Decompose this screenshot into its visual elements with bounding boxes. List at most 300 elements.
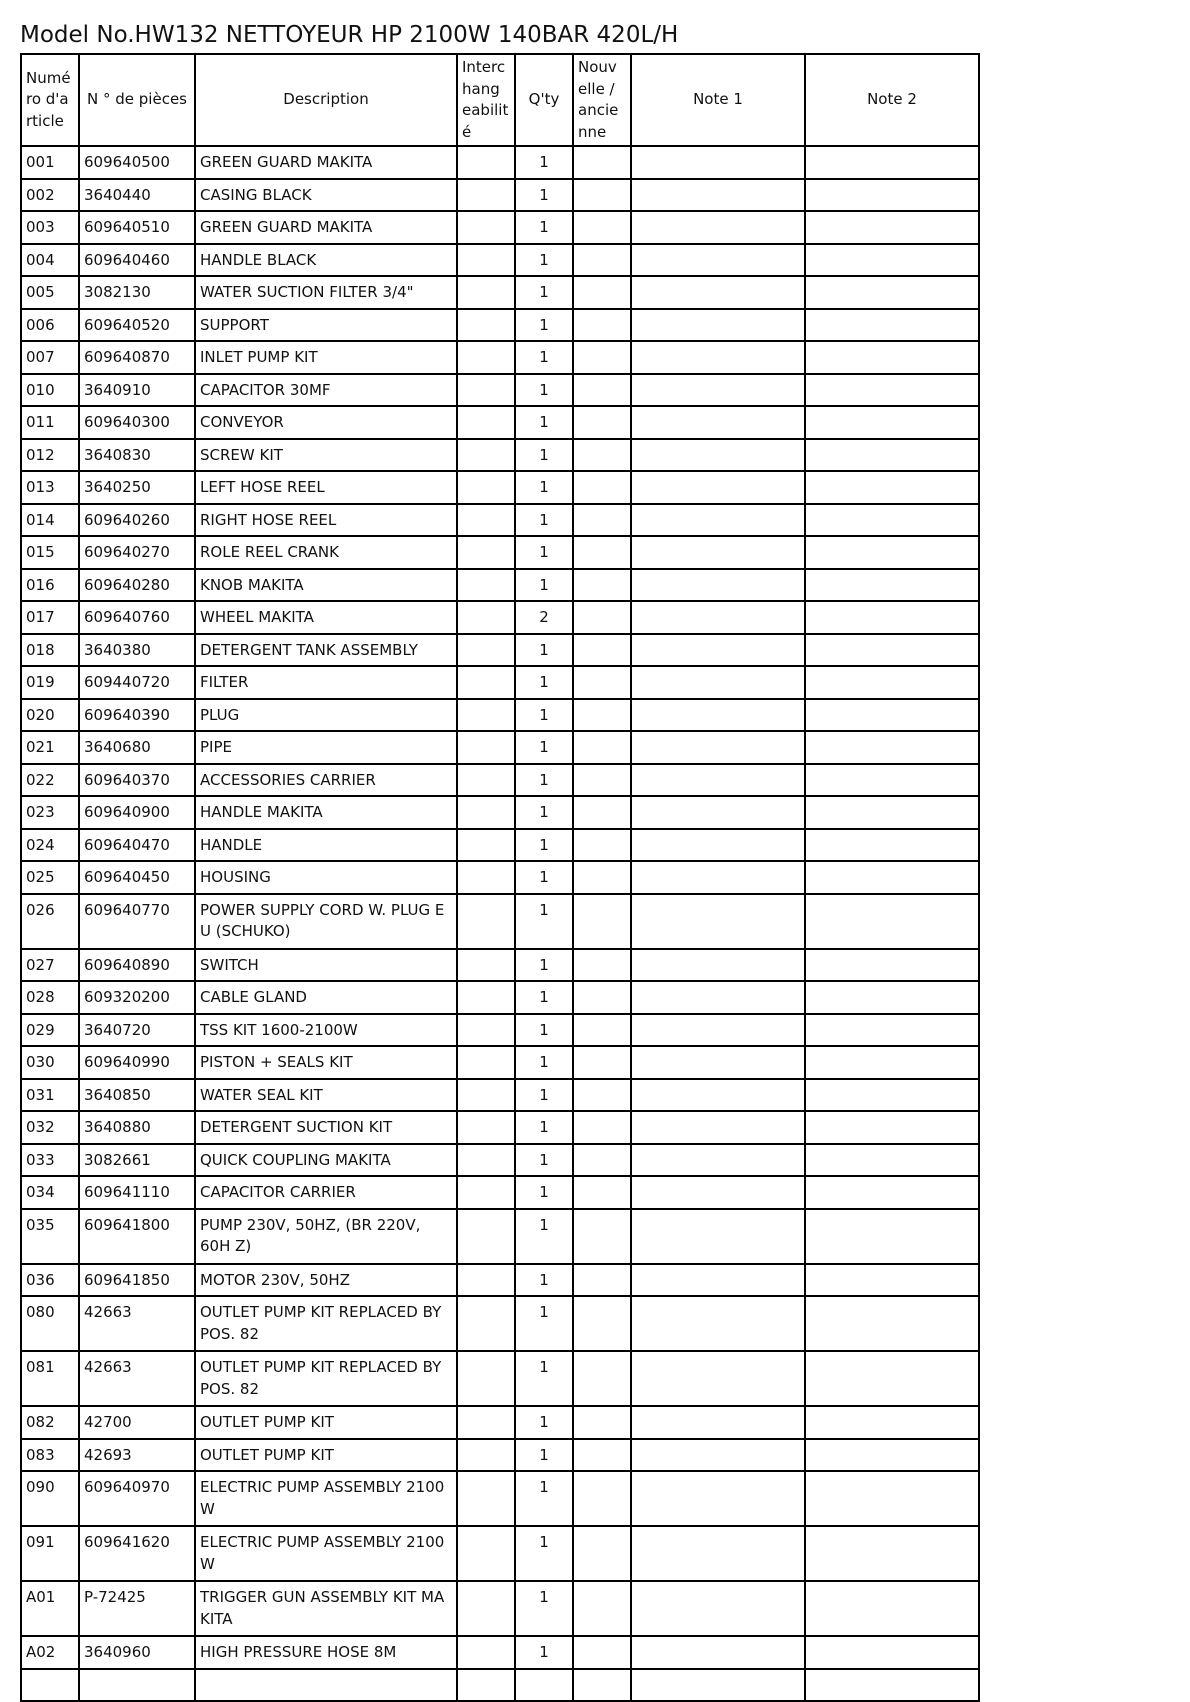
description-cell — [195, 1669, 457, 1701]
new-old-cell — [573, 1406, 631, 1439]
quantity-cell: 1 — [515, 1471, 573, 1526]
note-2-cell — [805, 1581, 979, 1636]
note-1-cell — [631, 1439, 805, 1472]
table-row — [21, 1264, 979, 1297]
note-1-cell — [631, 569, 805, 602]
item-number-cell: 020 — [21, 699, 79, 732]
note-2-cell — [805, 1296, 979, 1351]
note-2-cell — [805, 309, 979, 342]
quantity-cell: 1 — [515, 1176, 573, 1209]
interchangeability-cell — [457, 1264, 515, 1297]
document-title: Model No.HW132 NETTOYEUR HP 2100W 140BAR 420L/H — [20, 22, 679, 48]
part-number-cell: 3640720 — [79, 1014, 195, 1047]
table-row — [21, 569, 979, 602]
new-old-cell — [573, 981, 631, 1014]
table-row — [21, 309, 979, 342]
note-2-cell — [805, 1351, 979, 1406]
new-old-cell — [573, 406, 631, 439]
item-number-cell: 012 — [21, 439, 79, 472]
interchangeability-cell — [457, 1296, 515, 1351]
part-number-cell: 42700 — [79, 1406, 195, 1439]
item-number-cell: 080 — [21, 1296, 79, 1351]
quantity-cell: 1 — [515, 981, 573, 1014]
table-row — [21, 211, 979, 244]
item-number-cell: 015 — [21, 536, 79, 569]
table-row — [21, 1046, 979, 1079]
table-row — [21, 1439, 979, 1472]
description-cell: SCREW KIT — [195, 439, 457, 472]
description-cell: DETERGENT SUCTION KIT — [195, 1111, 457, 1144]
interchangeability-cell — [457, 1351, 515, 1406]
header-note-1: Note 1 — [631, 54, 805, 146]
note-2-cell — [805, 1111, 979, 1144]
description-cell: HIGH PRESSURE HOSE 8M — [195, 1636, 457, 1669]
item-number-cell: 034 — [21, 1176, 79, 1209]
interchangeability-cell — [457, 601, 515, 634]
item-number-cell: 026 — [21, 894, 79, 949]
quantity-cell: 1 — [515, 1526, 573, 1581]
interchangeability-cell — [457, 439, 515, 472]
note-1-cell — [631, 471, 805, 504]
part-number-cell: 3082661 — [79, 1144, 195, 1177]
interchangeability-cell — [457, 1111, 515, 1144]
interchangeability-cell — [457, 179, 515, 212]
item-number-cell: 001 — [21, 146, 79, 179]
table-row — [21, 504, 979, 537]
interchangeability-cell — [457, 374, 515, 407]
note-2-cell — [805, 666, 979, 699]
note-2-cell — [805, 796, 979, 829]
note-1-cell — [631, 309, 805, 342]
quantity-cell: 1 — [515, 666, 573, 699]
item-number-cell: 007 — [21, 341, 79, 374]
part-number-cell: 3082130 — [79, 276, 195, 309]
new-old-cell — [573, 1014, 631, 1047]
part-number-cell: 609641800 — [79, 1209, 195, 1264]
note-2-cell — [805, 146, 979, 179]
quantity-cell: 1 — [515, 1439, 573, 1472]
note-1-cell — [631, 406, 805, 439]
note-1-cell — [631, 1264, 805, 1297]
item-number-cell: 023 — [21, 796, 79, 829]
table-row — [21, 699, 979, 732]
new-old-cell — [573, 949, 631, 982]
part-number-cell: 609640760 — [79, 601, 195, 634]
table-row — [21, 1144, 979, 1177]
table-row — [21, 1014, 979, 1047]
item-number-cell: 035 — [21, 1209, 79, 1264]
interchangeability-cell — [457, 1046, 515, 1079]
new-old-cell — [573, 796, 631, 829]
part-number-cell: 609640260 — [79, 504, 195, 537]
quantity-cell: 1 — [515, 146, 573, 179]
description-cell: PISTON + SEALS KIT — [195, 1046, 457, 1079]
table-row — [21, 471, 979, 504]
note-2-cell — [805, 1406, 979, 1439]
description-cell: LEFT HOSE REEL — [195, 471, 457, 504]
note-1-cell — [631, 699, 805, 732]
table-row — [21, 1581, 979, 1636]
new-old-cell — [573, 666, 631, 699]
note-2-cell — [805, 1144, 979, 1177]
item-number-cell: 081 — [21, 1351, 79, 1406]
new-old-cell — [573, 504, 631, 537]
table-row — [21, 601, 979, 634]
note-1-cell — [631, 1471, 805, 1526]
note-2-cell — [805, 1471, 979, 1526]
note-1-cell — [631, 211, 805, 244]
table-row — [21, 1111, 979, 1144]
new-old-cell — [573, 1439, 631, 1472]
table-row — [21, 731, 979, 764]
note-1-cell — [631, 146, 805, 179]
quantity-cell: 1 — [515, 829, 573, 862]
new-old-cell — [573, 1264, 631, 1297]
interchangeability-cell — [457, 341, 515, 374]
note-2-cell — [805, 764, 979, 797]
interchangeability-cell — [457, 1014, 515, 1047]
note-1-cell — [631, 1636, 805, 1669]
new-old-cell — [573, 1176, 631, 1209]
description-cell: CABLE GLAND — [195, 981, 457, 1014]
description-cell: PIPE — [195, 731, 457, 764]
table-row — [21, 536, 979, 569]
item-number-cell: 025 — [21, 861, 79, 894]
interchangeability-cell — [457, 406, 515, 439]
table-row — [21, 1209, 979, 1264]
header-note-2: Note 2 — [805, 54, 979, 146]
note-2-cell — [805, 374, 979, 407]
note-2-cell — [805, 179, 979, 212]
interchangeability-cell — [457, 829, 515, 862]
note-1-cell — [631, 1111, 805, 1144]
description-cell: WHEEL MAKITA — [195, 601, 457, 634]
new-old-cell — [573, 861, 631, 894]
quantity-cell: 1 — [515, 504, 573, 537]
table-header-row — [21, 54, 979, 146]
note-1-cell — [631, 601, 805, 634]
note-1-cell — [631, 1581, 805, 1636]
part-number-cell: 609641620 — [79, 1526, 195, 1581]
interchangeability-cell — [457, 309, 515, 342]
new-old-cell — [573, 276, 631, 309]
description-cell: MOTOR 230V, 50HZ — [195, 1264, 457, 1297]
note-1-cell — [631, 829, 805, 862]
quantity-cell: 1 — [515, 949, 573, 982]
new-old-cell — [573, 1079, 631, 1112]
header-new-old: Nouv elle / ancie nne — [573, 54, 631, 146]
note-2-cell — [805, 894, 979, 949]
item-number-cell: 033 — [21, 1144, 79, 1177]
note-1-cell — [631, 276, 805, 309]
note-2-cell — [805, 861, 979, 894]
quantity-cell: 1 — [515, 211, 573, 244]
item-number-cell: 019 — [21, 666, 79, 699]
description-cell: OUTLET PUMP KIT REPLACED BY POS. 82 — [195, 1351, 457, 1406]
note-2-cell — [805, 504, 979, 537]
part-number-cell: 609640990 — [79, 1046, 195, 1079]
part-number-cell: 609640370 — [79, 764, 195, 797]
interchangeability-cell — [457, 1439, 515, 1472]
description-cell: HANDLE BLACK — [195, 244, 457, 277]
new-old-cell — [573, 1526, 631, 1581]
quantity-cell: 1 — [515, 471, 573, 504]
item-number-cell: 006 — [21, 309, 79, 342]
description-cell: CONVEYOR — [195, 406, 457, 439]
quantity-cell: 1 — [515, 1014, 573, 1047]
new-old-cell — [573, 1209, 631, 1264]
table-row — [21, 1176, 979, 1209]
description-cell: HOUSING — [195, 861, 457, 894]
part-number-cell: 42663 — [79, 1351, 195, 1406]
note-2-cell — [805, 1526, 979, 1581]
new-old-cell — [573, 731, 631, 764]
item-number-cell: 030 — [21, 1046, 79, 1079]
note-1-cell — [631, 731, 805, 764]
note-1-cell — [631, 634, 805, 667]
table-row — [21, 1636, 979, 1669]
new-old-cell — [573, 211, 631, 244]
description-cell: WATER SUCTION FILTER 3/4" — [195, 276, 457, 309]
description-cell: OUTLET PUMP KIT REPLACED BY POS. 82 — [195, 1296, 457, 1351]
note-2-cell — [805, 569, 979, 602]
interchangeability-cell — [457, 1144, 515, 1177]
note-1-cell — [631, 1079, 805, 1112]
quantity-cell: 1 — [515, 796, 573, 829]
interchangeability-cell — [457, 861, 515, 894]
quantity-cell: 1 — [515, 406, 573, 439]
quantity-cell: 1 — [515, 244, 573, 277]
interchangeability-cell — [457, 731, 515, 764]
interchangeability-cell — [457, 1079, 515, 1112]
note-2-cell — [805, 244, 979, 277]
quantity-cell: 1 — [515, 861, 573, 894]
description-cell: HANDLE — [195, 829, 457, 862]
note-1-cell — [631, 1406, 805, 1439]
note-1-cell — [631, 949, 805, 982]
note-1-cell — [631, 244, 805, 277]
part-number-cell: 3640910 — [79, 374, 195, 407]
note-1-cell — [631, 504, 805, 537]
description-cell: ELECTRIC PUMP ASSEMBLY 2100 W — [195, 1471, 457, 1526]
quantity-cell: 1 — [515, 1046, 573, 1079]
note-1-cell — [631, 796, 805, 829]
quantity-cell: 1 — [515, 764, 573, 797]
new-old-cell — [573, 536, 631, 569]
note-2-cell — [805, 406, 979, 439]
quantity-cell: 1 — [515, 1144, 573, 1177]
quantity-cell — [515, 1669, 573, 1701]
table-row — [21, 1079, 979, 1112]
quantity-cell: 1 — [515, 569, 573, 602]
item-number-cell: A02 — [21, 1636, 79, 1669]
note-1-cell — [631, 1209, 805, 1264]
note-2-cell — [805, 471, 979, 504]
new-old-cell — [573, 244, 631, 277]
header-part-number: N ° de pièces — [79, 54, 195, 146]
description-cell: TSS KIT 1600-2100W — [195, 1014, 457, 1047]
table-row — [21, 894, 979, 949]
note-2-cell — [805, 949, 979, 982]
new-old-cell — [573, 601, 631, 634]
quantity-cell: 1 — [515, 699, 573, 732]
quantity-cell: 1 — [515, 374, 573, 407]
table-row — [21, 1296, 979, 1351]
interchangeability-cell — [457, 471, 515, 504]
interchangeability-cell — [457, 504, 515, 537]
note-2-cell — [805, 341, 979, 374]
item-number-cell: 090 — [21, 1471, 79, 1526]
note-2-cell — [805, 829, 979, 862]
note-2-cell — [805, 1209, 979, 1264]
note-1-cell — [631, 1014, 805, 1047]
item-number-cell: 004 — [21, 244, 79, 277]
table-row — [21, 276, 979, 309]
interchangeability-cell — [457, 764, 515, 797]
description-cell: SUPPORT — [195, 309, 457, 342]
note-1-cell — [631, 179, 805, 212]
description-cell: ACCESSORIES CARRIER — [195, 764, 457, 797]
description-cell: HANDLE MAKITA — [195, 796, 457, 829]
interchangeability-cell — [457, 1471, 515, 1526]
note-2-cell — [805, 536, 979, 569]
note-1-cell — [631, 894, 805, 949]
interchangeability-cell — [457, 634, 515, 667]
note-2-cell — [805, 601, 979, 634]
item-number-cell: 016 — [21, 569, 79, 602]
interchangeability-cell — [457, 666, 515, 699]
part-number-cell: 3640250 — [79, 471, 195, 504]
new-old-cell — [573, 1636, 631, 1669]
table-row — [21, 406, 979, 439]
table-body — [21, 146, 979, 1701]
item-number-cell: 013 — [21, 471, 79, 504]
new-old-cell — [573, 309, 631, 342]
part-number-cell: 3640880 — [79, 1111, 195, 1144]
interchangeability-cell — [457, 244, 515, 277]
part-number-cell: P-72425 — [79, 1581, 195, 1636]
table-row — [21, 341, 979, 374]
new-old-cell — [573, 1111, 631, 1144]
part-number-cell: 609641110 — [79, 1176, 195, 1209]
item-number-cell: 082 — [21, 1406, 79, 1439]
description-cell: ELECTRIC PUMP ASSEMBLY 2100 W — [195, 1526, 457, 1581]
note-1-cell — [631, 374, 805, 407]
interchangeability-cell — [457, 699, 515, 732]
note-2-cell — [805, 439, 979, 472]
note-1-cell — [631, 1144, 805, 1177]
quantity-cell: 1 — [515, 1264, 573, 1297]
note-1-cell — [631, 666, 805, 699]
interchangeability-cell — [457, 146, 515, 179]
interchangeability-cell — [457, 1526, 515, 1581]
description-cell: OUTLET PUMP KIT — [195, 1439, 457, 1472]
quantity-cell: 1 — [515, 179, 573, 212]
new-old-cell — [573, 829, 631, 862]
new-old-cell — [573, 1471, 631, 1526]
new-old-cell — [573, 634, 631, 667]
description-cell: SWITCH — [195, 949, 457, 982]
part-number-cell: 3640680 — [79, 731, 195, 764]
item-number-cell: 002 — [21, 179, 79, 212]
part-number-cell: 609640970 — [79, 1471, 195, 1526]
quantity-cell: 1 — [515, 1296, 573, 1351]
item-number-cell: 011 — [21, 406, 79, 439]
new-old-cell — [573, 1581, 631, 1636]
item-number-cell: 014 — [21, 504, 79, 537]
description-cell: WATER SEAL KIT — [195, 1079, 457, 1112]
part-number-cell: 3640850 — [79, 1079, 195, 1112]
table-row — [21, 634, 979, 667]
description-cell: GREEN GUARD MAKITA — [195, 211, 457, 244]
quantity-cell: 1 — [515, 1351, 573, 1406]
note-2-cell — [805, 1079, 979, 1112]
table-row — [21, 179, 979, 212]
new-old-cell — [573, 569, 631, 602]
interchangeability-cell — [457, 1581, 515, 1636]
quantity-cell: 1 — [515, 1079, 573, 1112]
description-cell: POWER SUPPLY CORD W. PLUG E U (SCHUKO) — [195, 894, 457, 949]
part-number-cell: 609640300 — [79, 406, 195, 439]
interchangeability-cell — [457, 536, 515, 569]
part-number-cell: 609640870 — [79, 341, 195, 374]
interchangeability-cell — [457, 211, 515, 244]
item-number-cell: 017 — [21, 601, 79, 634]
table-row — [21, 1669, 979, 1701]
header-interchangeability: Interc hang eabilit é — [457, 54, 515, 146]
note-2-cell — [805, 1014, 979, 1047]
part-number-cell: 609320200 — [79, 981, 195, 1014]
note-2-cell — [805, 1439, 979, 1472]
part-number-cell: 609640460 — [79, 244, 195, 277]
new-old-cell — [573, 764, 631, 797]
interchangeability-cell — [457, 1636, 515, 1669]
quantity-cell: 1 — [515, 1111, 573, 1144]
interchangeability-cell — [457, 981, 515, 1014]
table-row — [21, 1351, 979, 1406]
header-description: Description — [195, 54, 457, 146]
note-2-cell — [805, 634, 979, 667]
header-quantity: Q'ty — [515, 54, 573, 146]
description-cell: PLUG — [195, 699, 457, 732]
interchangeability-cell — [457, 1176, 515, 1209]
note-1-cell — [631, 1526, 805, 1581]
item-number-cell: 028 — [21, 981, 79, 1014]
table-row — [21, 949, 979, 982]
description-cell: QUICK COUPLING MAKITA — [195, 1144, 457, 1177]
new-old-cell — [573, 341, 631, 374]
item-number-cell: 091 — [21, 1526, 79, 1581]
note-2-cell — [805, 731, 979, 764]
new-old-cell — [573, 894, 631, 949]
table-row — [21, 244, 979, 277]
interchangeability-cell — [457, 949, 515, 982]
note-1-cell — [631, 536, 805, 569]
parts-table — [20, 53, 980, 1702]
item-number-cell: 036 — [21, 1264, 79, 1297]
part-number-cell: 609640510 — [79, 211, 195, 244]
description-cell: OUTLET PUMP KIT — [195, 1406, 457, 1439]
new-old-cell — [573, 439, 631, 472]
new-old-cell — [573, 374, 631, 407]
table-row — [21, 796, 979, 829]
interchangeability-cell — [457, 1209, 515, 1264]
part-number-cell: 3640440 — [79, 179, 195, 212]
new-old-cell — [573, 1296, 631, 1351]
part-number-cell: 3640960 — [79, 1636, 195, 1669]
note-2-cell — [805, 1669, 979, 1701]
note-1-cell — [631, 1669, 805, 1701]
